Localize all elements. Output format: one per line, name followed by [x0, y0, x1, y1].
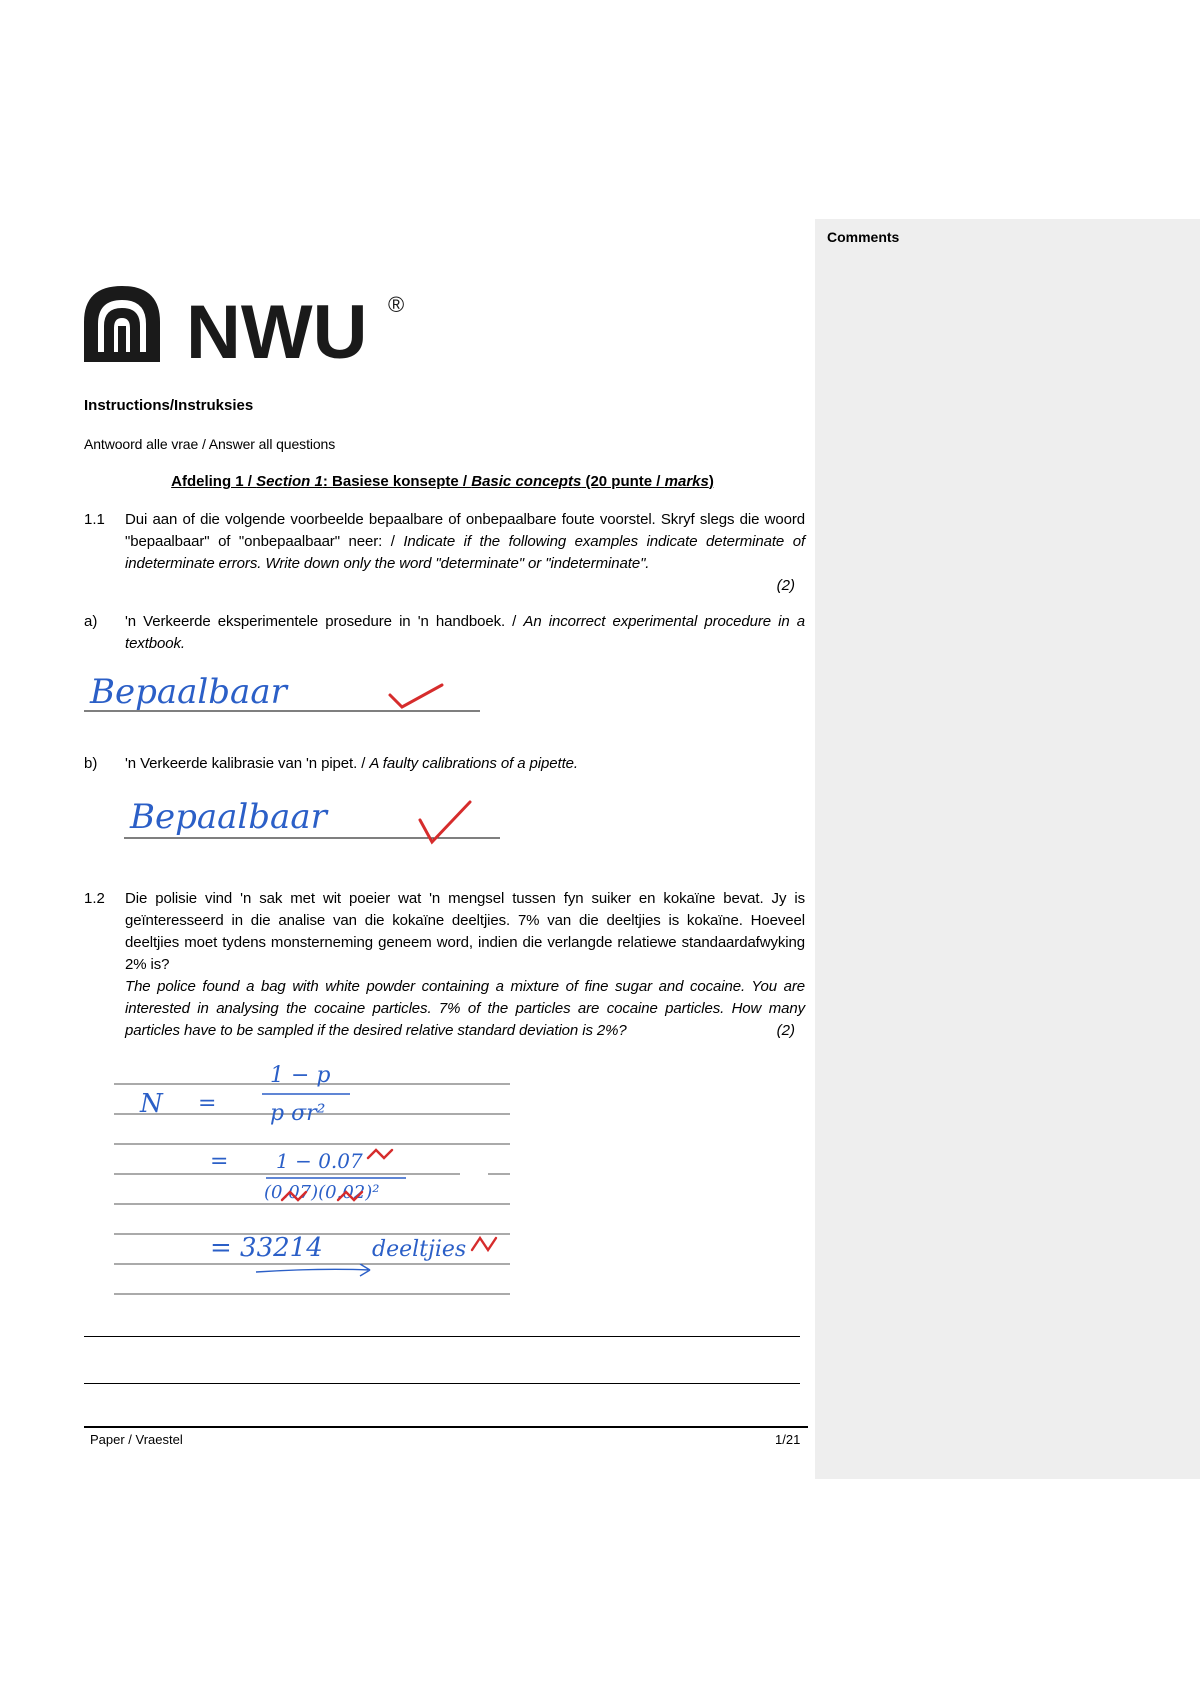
svg-text:(0.07)(0.02)²: (0.07)(0.02)²: [264, 1182, 380, 1203]
question-1-1b-text: 'n Verkeerde kalibrasie van 'n pipet. / A faulty calibrations of a pipette.: [125, 755, 578, 772]
footer-paper-label: Paper / Vraestel: [90, 1432, 183, 1447]
question-1-1a-label: a): [84, 613, 98, 630]
question-1-1-marks-row: [125, 575, 805, 597]
svg-text:1 − p: 1 − p: [270, 1063, 331, 1088]
svg-text:Bepaalbaar: Bepaalbaar: [90, 672, 287, 712]
question-1-1a-text: 'n Verkeerde eksperimentele prosedure in 'n handboek. / An incorrect experimental procedure in a textbook.: [125, 613, 806, 652]
question-1-2-marks-row: [125, 1020, 805, 1042]
footer-page-number: 1/21: [775, 1432, 801, 1447]
question-1-1b-label: b): [84, 755, 98, 772]
question-1-2-text: Die polisie vind 'n sak met wit poeier wat 'n mengsel tussen fyn suiker en kokaïne bevat. Jy is geïnteresseerd in die analise van die kokaïne deeltjies. 7% van die deeltjies is kokaïne. Hoeveel deeltjies moet tydens monsterneming geneem word, indien die verlangde relatiewe standaardafwyking 2% is? The police found a bag with white powder containing a mixture of fine sugar and cocaine. You are interested in analysing the cocaine particles. 7% of the particles are cocaine particles. How many particles have to be sampled if the desired relative standard deviation is 2%?: [125, 890, 805, 1039]
svg-text:Bepaalbaar: Bepaalbaar: [130, 797, 327, 837]
footer-divider: [84, 1426, 808, 1428]
nwu-logo: [82, 282, 412, 366]
comments-pane-title: Comments: [827, 229, 900, 245]
svg-text:N: N: [140, 1089, 163, 1119]
comments-pane: [815, 219, 1200, 1479]
svg-text:deeltjies: deeltjies: [372, 1237, 467, 1262]
answer-line: [84, 1336, 800, 1337]
tick-icon: [420, 802, 470, 842]
instructions-heading: Instructions/Instruksies: [84, 397, 254, 414]
registered-mark: ®: [388, 292, 405, 317]
nwu-emblem-icon: [84, 286, 160, 362]
question-1-2-marks: (2): [776, 1022, 795, 1039]
tick-icon: [368, 1150, 392, 1158]
answer-line: [84, 1383, 800, 1384]
question-1-1-text: Dui aan of die volgende voorbeelde bepaalbare of onbepaalbare foute voorstel. Skryf slegs die woord "bepaalbaar" of "onbepaalbaar" neer: / Indicate if the following examples indicate determinate of indeterminate errors. Write down only the word "determinate" or "indeterminate".: [125, 511, 806, 572]
instructions-subtext: Antwoord alle vrae / Answer all questions: [84, 436, 336, 452]
question-1-1-marks: (2): [776, 577, 795, 594]
answer-1-1b-handwriting: [120, 790, 510, 860]
answer-1-1a-handwriting: [80, 665, 490, 725]
tick-icon: [472, 1238, 496, 1250]
svg-text:p σr²: p σr²: [270, 1101, 326, 1126]
svg-text:1 − 0.07: 1 − 0.07: [276, 1149, 363, 1173]
question-1-1-number: 1.1: [84, 511, 105, 528]
question-1-2-number: 1.2: [84, 890, 105, 907]
svg-text:=: =: [210, 1149, 229, 1174]
tick-icon: [390, 685, 442, 707]
nwu-wordmark: NWU: [186, 290, 368, 366]
svg-text:= 33214: = 33214: [210, 1233, 323, 1263]
section-title: Afdeling 1 / Section 1: Basiese konsepte / Basic concepts (20 punte / marks): [171, 473, 714, 490]
svg-text:=: =: [198, 1091, 217, 1116]
answer-1-2-handwriting: [80, 1050, 520, 1310]
